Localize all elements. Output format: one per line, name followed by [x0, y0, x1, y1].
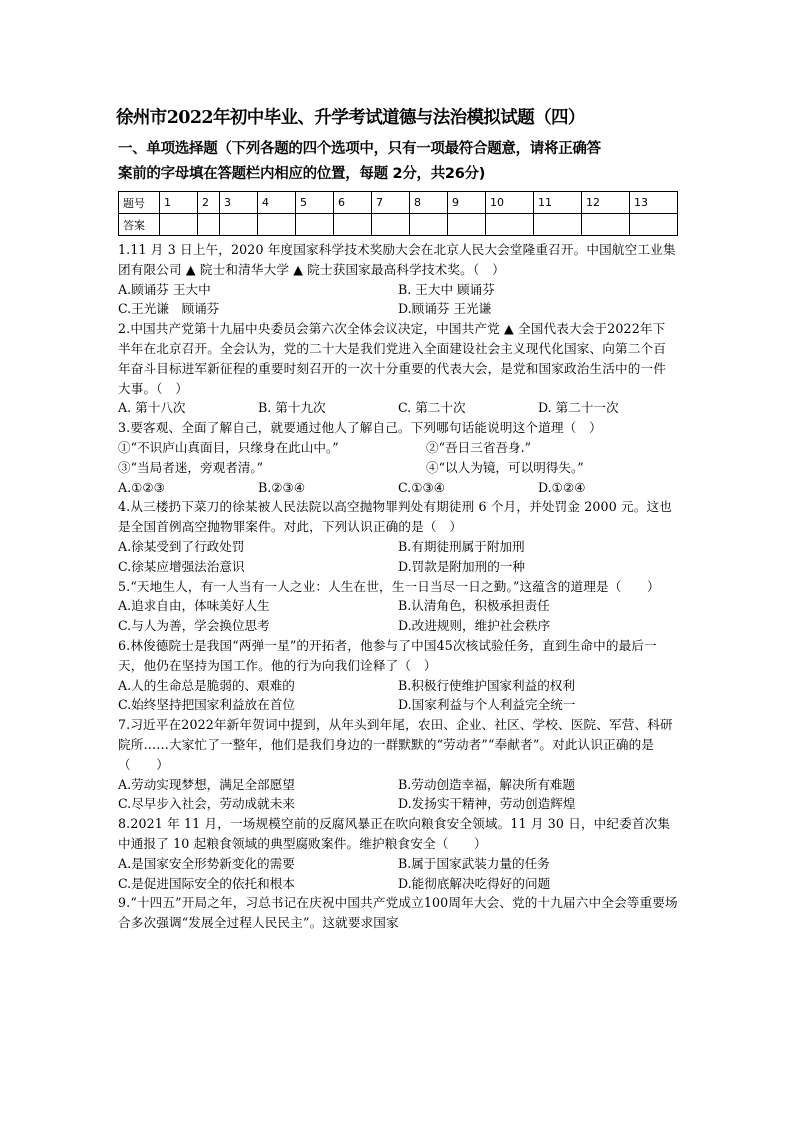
question-stem: 3.要客观、全面了解自己，就要通过他人了解自己。下列哪句话能说明这个道理（ ） — [118, 420, 602, 436]
answer-cell[interactable] — [220, 214, 258, 236]
col-number: 1 — [160, 192, 198, 214]
question-options — [118, 854, 678, 894]
answer-cell[interactable] — [534, 214, 582, 236]
option-c: C.与人为善，学会换位思考 — [118, 618, 270, 634]
exam-title: 徐州市2022年初中毕业、升学考试道德与法治模拟试题（四） — [116, 108, 585, 128]
question-options — [118, 398, 678, 418]
option-d: D.国家利益与个人利益完全统一 — [398, 697, 576, 713]
option-c: C. 第二十次 — [398, 400, 466, 416]
answer-cell[interactable] — [448, 214, 486, 236]
option-b: B.积极行使维护国家利益的权利 — [398, 677, 575, 693]
option-a: A.劳动实现梦想，满足全部愿望 — [118, 776, 295, 792]
statement: ③“当局者迷，旁观者清。” — [118, 459, 264, 475]
answer-cell[interactable] — [486, 214, 534, 236]
answer-cell[interactable] — [258, 214, 296, 236]
question-stem: 4.从三楼扔下菜刀的徐某被人民法院以高空抛物罪判处有期徒刑 6 个月，并处罚金 2000 元。这也是全国首例高空抛物罪案件。对此，下列认识正确的是（ ） — [118, 499, 673, 535]
question-stem: 5.“天地生人，有一人当有一人之业：人生在世，生一日当尽一日之勤。”这蕴含的道理是（ ） — [118, 578, 660, 594]
col-number: 6 — [334, 192, 372, 214]
answer-cell[interactable] — [334, 214, 372, 236]
col-number: 12 — [582, 192, 630, 214]
option-b: B.②③④ — [258, 479, 306, 495]
answer-cell[interactable] — [410, 214, 448, 236]
option-d: D. 第二十一次 — [538, 400, 619, 416]
question-options — [118, 280, 678, 320]
option-c: C.徐某应增强法治意识 — [118, 558, 245, 574]
option-d: D.顾诵芬 王光谦 — [398, 301, 492, 317]
option-b: B.劳动创造幸福，解决所有难题 — [398, 776, 575, 792]
option-b: B.认清角色，积极承担责任 — [398, 598, 550, 614]
statement: ①“不识庐山真面目，只缘身在此山中。” — [118, 439, 339, 455]
option-a: A.追求自由，体味美好人生 — [118, 598, 270, 614]
option-d: D.发扬实干精神，劳动创造辉煌 — [398, 796, 576, 812]
col-number: 8 — [410, 192, 448, 214]
answer-cell[interactable] — [198, 214, 220, 236]
option-a: A.徐某受到了行政处罚 — [118, 538, 245, 554]
question-options — [118, 676, 678, 716]
option-a: A.是国家安全形势新变化的需要 — [118, 855, 295, 871]
option-d: D.能彻底解决吃得好的问题 — [398, 875, 551, 891]
question-options — [118, 775, 678, 815]
option-a: A.人的生命总是脆弱的、艰难的 — [118, 677, 295, 693]
question-options — [118, 478, 678, 498]
option-c: C.是促进国际安全的依托和根本 — [118, 875, 295, 891]
col-number: 2 — [198, 192, 220, 214]
question-stem: 6.林俊德院士是我国“两弹一星”的开拓者，他参与了中国45次核试验任务，直到生命中的最后一天，他仍在坚持为国工作。他的行为向我们诠释了（ ） — [118, 637, 657, 673]
option-d: D.罚款是附加刑的一种 — [398, 558, 525, 574]
questions — [118, 240, 678, 933]
section-heading-line-1: 一、单项选择题（下列各题的四个选项中，只有一项最符合题意，请将正确答 — [118, 141, 601, 157]
col-number: 9 — [448, 192, 486, 214]
row-label-number: 题号 — [119, 192, 160, 214]
question-stem: 9.“十四五”开局之年，习总书记在庆祝中国共产党成立100周年大会、党的十九届六中全会等重要场合多次强调“发展全过程人民民主”。这就要求国家 — [118, 895, 678, 931]
option-c: C.尽早步入社会，劳动成就未来 — [118, 796, 295, 812]
question-stem: 1.11 月 3 日上午，2020 年度国家科学技术奖励大会在北京人民大会堂隆重召开。中国航空工业集团有限公司 ▲ 院士和清华大学 ▲ 院士获国家最高科学技术奖。（ ） — [118, 242, 676, 277]
col-number: 13 — [630, 192, 678, 214]
question-options — [118, 537, 678, 577]
answer-cell[interactable] — [630, 214, 678, 236]
answer-table-number-row — [119, 192, 678, 214]
answer-cell[interactable] — [160, 214, 198, 236]
answer-table — [118, 191, 678, 236]
option-b: B. 王大中 顾诵芬 — [398, 281, 495, 297]
statement: ④“以人为镜，可以明得失。” — [426, 459, 584, 475]
option-d: D.改进规则，维护社会秩序 — [398, 618, 551, 634]
col-number: 10 — [486, 192, 534, 214]
section-heading-line-2: 案前的字母填在答题栏内相应的位置，每题 2分，共26分) — [118, 166, 486, 182]
col-number: 5 — [296, 192, 334, 214]
col-number: 11 — [534, 192, 582, 214]
question-stem: 2.中国共产党第十九届中央委员会第六次全体会议决定，中国共产党 ▲ 全国代表大会于2022年下半年在北京召开。全会认为，党的二十大是我们党进入全面建设社会主义现代化国家、向第二个百年奋斗目标进军新征程的重要时刻召开的一次十分重要的代表大会，是党和国家政治生活中的一件大事。（ ） — [118, 321, 666, 396]
col-number: 4 — [258, 192, 296, 214]
question-statements — [118, 438, 678, 478]
option-b: B.有期徒刑属于附加刑 — [398, 538, 525, 554]
option-d: D.①②④ — [538, 479, 586, 495]
exam-page — [118, 104, 678, 933]
answer-cell[interactable] — [372, 214, 410, 236]
option-b: B.属于国家武装力量的任务 — [398, 855, 550, 871]
option-a: A.①②③ — [118, 479, 165, 495]
option-b: B. 第十九次 — [258, 400, 326, 416]
row-label-answer: 答案 — [119, 214, 160, 236]
answer-cell[interactable] — [582, 214, 630, 236]
option-c: C.①③④ — [398, 479, 446, 495]
statement: ②“吾日三省吾身.” — [426, 439, 532, 455]
option-c: C.始终坚持把国家利益放在首位 — [118, 697, 295, 713]
option-c: C.王光谦 顾诵芬 — [118, 301, 220, 317]
question-stem: 8.2021 年 11 月，一场规模空前的反腐风暴正在吹向粮食安全领域。11 月 30 日，中纪委首次集中通报了 10 起粮食领域的典型腐败案件。维护粮食安全（ ） — [118, 816, 671, 851]
option-a: A.顾诵芬 王大中 — [118, 281, 211, 297]
col-number: 3 — [220, 192, 258, 214]
answer-cell[interactable] — [296, 214, 334, 236]
col-number: 7 — [372, 192, 410, 214]
question-options — [118, 596, 678, 636]
option-a: A. 第十八次 — [118, 400, 186, 416]
question-stem: 7.习近平在2022年新年贺词中提到，从年头到年尾，农田、企业、社区、学校、医院、军营、科研院所……大家忙了一整年，他们是我们身边的一群默默的“劳动者”“奉献者”。对此认识正确的是（ ） — [118, 717, 673, 772]
answer-table-answer-row — [119, 214, 678, 236]
